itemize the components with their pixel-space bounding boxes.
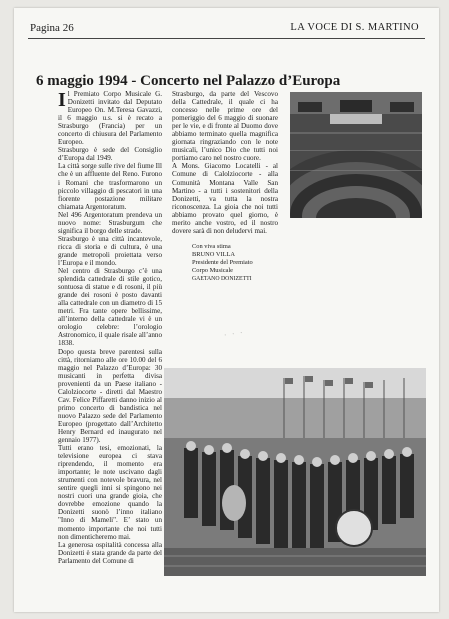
signature-block [172, 243, 278, 283]
header-rule [28, 38, 425, 39]
paragraph: Strasburgo è sede del Consiglio d’Europa dal 1949. [58, 146, 162, 163]
paragraph: Nel 496 Argentoratum prendeva un nuovo nome: Strasburgum che significa il borgo delle strade. [58, 210, 162, 235]
newspaper-page [14, 8, 439, 612]
signature-line: Corpo Musicale [192, 266, 233, 274]
journal-name: LA VOCE DI S. MARTINO [290, 22, 419, 33]
paragraph: La generosa ospitalità concessa alla Donizetti è stata grande da parte del Parlamento del Comune di [58, 540, 162, 565]
signature-line: Con viva stima [192, 242, 231, 250]
paragraph: La città sorge sulle rive del fiume Ill che è un affluente del Reno. Furono i Romani che trasformarono un piccolo villaggio di pescatori in una fiorente postazione militare chiamata Argentoratum. [58, 162, 162, 211]
paragraph: A Mons. Giacomo Locatelli - al Comune di Calolziocorte - alla Comunità Montana Valle San Martino - a tutti i sostenitori della Donizetti, va tutta la nostra riconoscenza. La gioia che noi tutti abbiamo provato quel giorno, è merito anche vostro, ed il nostro dovere sarà di non deludervi mai. [172, 162, 278, 235]
page-number: Pagina 26 [30, 22, 74, 34]
signature-line: GAETANO DONIZETTI [192, 275, 252, 282]
paragraph: Nel centro di Strasburgo c’è una splendida cattedrale di stile gotico, sontuosa di statue e di rosoni, il più grande dei rosoni è posto davanti alla cattedrale con un diametro di 15 metri. Fra tante opere bellissime, all’interno della cattedrale vi è un orologio celebre: l’orologio Astronomico, il quale risale all’anno 1838. [58, 267, 162, 348]
article-column-1 [58, 90, 162, 572]
signature-line: BRUNO VILLA [192, 250, 236, 258]
article-title: 6 maggio 1994 - Concerto nel Palazzo d’Europa [36, 73, 341, 89]
paragraph: Strasburgo, da parte del Vescovo della Cattedrale, il quale ci ha concesso nelle prime ore del pomeriggio del 6 maggio di suonare per le vie, e di fronte al Duomo dove abbiamo terminato quella magnifica giornata ringraziando con le note musicali, l’unico Dio che tutti noi portiamo caro nel nostro cuore. [172, 90, 278, 163]
band-group-photo [164, 368, 426, 576]
paragraph: Dopo questa breve parentesi sulla città, ritorniamo alle ore 10.00 del 6 maggio nel Palazzo d’Europa: 30 musicanti in perfetta divisa provenienti da un Paese italiano - Calolziocorte - diretti dal Maestro Cav. Felice Piffaretti danno inizio al primo concerto di bandistica nel nuovo Palazzo sede del Parlamento Europeo (progettato dall’Architetto Henry Bernard ed inaugurato nel gennaio 1977). [58, 347, 162, 445]
article-column-2 [172, 90, 278, 290]
paragraph: Strasburgo è una città incantevole, ricca di storia e di cultura, è una grande metropoli proiettata verso l’Europa e il mondo. [58, 234, 162, 267]
paragraph: l Premiato Corpo Musicale G. Donizetti invitato dal Deputato Europeo On. M.Teresa Gavazzi, il 6 maggio u.s. si è recato a Strasburgo (Francia) per un concerto di chiusura del Parlamento Europeo. [58, 90, 162, 147]
paragraph: Tutti erano tesi, emozionati, la televisione europea ci stava riprendendo, il momento era importante; le note uscivano dagli strumenti con notevole bravura, nel sentire quegli inni si spingono nei nostri cuori una grande gioia, che dovrebbe emozione quando la Donizetti suonò l’inno italiano "Inno di Mameli". E’ stato un momento importante che noi tutti non dimenticheremo mai. [58, 444, 162, 541]
parliament-hall-photo [290, 92, 422, 218]
faded-stamp: · · · [223, 328, 245, 340]
drop-cap: I [58, 90, 66, 111]
signature-line: Presidente del Premiato [192, 258, 253, 266]
